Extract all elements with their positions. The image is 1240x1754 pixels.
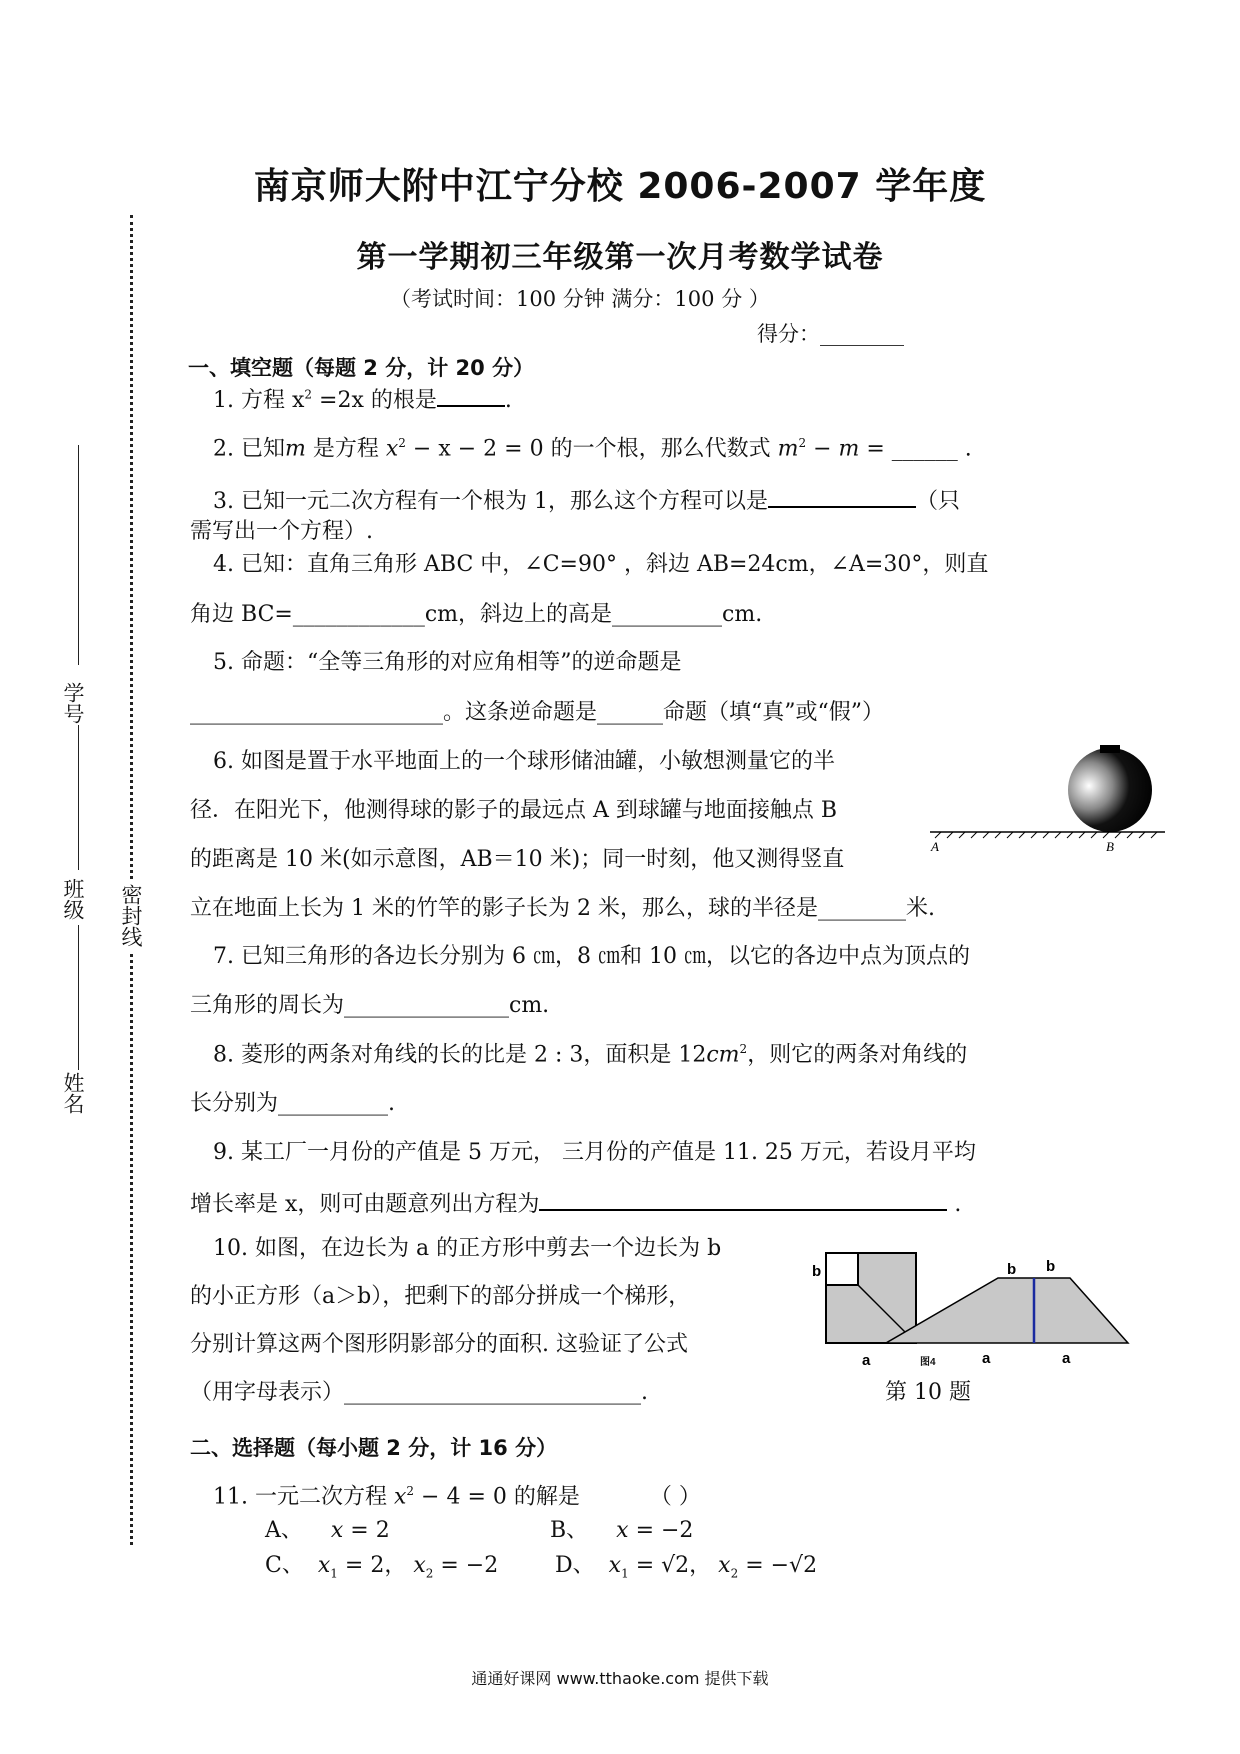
class-label: 班级 <box>61 878 85 920</box>
question-7-line2: 三角形的周长为_______________cm. <box>190 993 550 1018</box>
name-label: 姓名 <box>61 1072 85 1114</box>
option-d: D、 $x_1 = √2$， $x_2 = -√2$ <box>555 1553 818 1581</box>
answer-blank <box>437 385 505 407</box>
question-3-line1: 3. 已知一元二次方程有一个根为 1，那么这个方程可以是 （只 <box>213 486 960 515</box>
question-2: 2. 已知m 是方程 $x^2 - x - 2 = 0$ 的一个根，那么代数式 $m^2 - m$ = ______ . <box>213 436 972 462</box>
name-underline <box>78 925 79 1070</box>
cut-small-square <box>826 1253 858 1285</box>
svg-text:a: a <box>1062 1350 1071 1367</box>
svg-text:b: b <box>812 1263 822 1280</box>
tank-sphere <box>1068 748 1152 832</box>
question-4-line1: 4. 已知：直角三角形 ABC 中，∠C=90° ，斜边 AB=24cm，∠A=30°，则直 <box>213 552 989 577</box>
option-a: A、 x = 2 <box>265 1518 390 1543</box>
question-4-line2: 角边 BC=____________cm，斜边上的高是__________cm. <box>190 602 763 627</box>
question-3-line2: 需写出一个方程）. <box>190 519 373 544</box>
figure-10-caption: 第 10 题 <box>885 1380 971 1405</box>
footer-source: 通通好课网 www.tthaoke.com 提供下载 <box>471 1669 769 1688</box>
class-underline-top <box>78 725 79 870</box>
question-8-line1: 8. 菱形的两条对角线的长的比是 2 : 3，面积是 $12cm^2$，则它的两条对角线的 <box>213 1042 968 1068</box>
id-underline <box>78 445 79 665</box>
exam-title-line1: 南京师大附中江宁分校 2006-2007 学年度 <box>253 166 987 207</box>
tank-cap <box>1100 745 1120 753</box>
section2-heading: 二、选择题（每小题 2 分，计 16 分） <box>190 1436 558 1460</box>
svg-text:a: a <box>862 1352 871 1369</box>
question-5-line1: 5. 命题：“全等三角形的对应角相等”的逆命题是 <box>213 650 682 675</box>
figure-4-label: 图4 <box>920 1357 936 1368</box>
question-10-line3: 分别计算这两个图形阴影部分的面积. 这验证了公式 <box>190 1332 688 1357</box>
question-9-line2: 增长率是 x，则可由题意列出方程为 . <box>190 1189 961 1218</box>
trapezoid <box>886 1278 1128 1343</box>
option-b: B、 x = −2 <box>550 1518 694 1543</box>
svg-text:b: b <box>1007 1261 1017 1278</box>
id-label: 学号 <box>61 682 85 724</box>
exam-time-info: （考试时间：100 分钟 满分：100 分 ） <box>390 287 770 311</box>
label-a: A <box>931 839 939 854</box>
question-6-line3: 的距离是 10 米(如示意图，AB＝10 米)；同一时刻，他又测得竖直 <box>190 847 845 872</box>
ground-hatch <box>935 832 1157 838</box>
question-10-line2: 的小正方形（a＞b），把剩下的部分拼成一个梯形， <box>190 1284 691 1309</box>
seal-line-label: 密封线 <box>116 880 146 951</box>
question-1: 1. 方程 $x^2 =2x$ 的根是 . <box>213 385 512 414</box>
option-c: C、 $x_1 = 2$， $x_2 = -2$ <box>265 1553 499 1581</box>
score-field: 得分：________ <box>757 322 904 346</box>
question-5-line2: _______________________。这条逆命题是______命题（填“真”或“假”） <box>190 700 884 725</box>
answer-blank <box>539 1189 947 1211</box>
question-8-line2: 长分别为__________. <box>190 1091 395 1116</box>
oil-tank-figure <box>925 745 1170 855</box>
svg-text:b: b <box>1046 1258 1056 1275</box>
question-6-line1: 6. 如图是置于水平地面上的一个球形储油罐，小敏想测量它的半 <box>213 749 835 774</box>
question-10-line1: 10. 如图，在边长为 a 的正方形中剪去一个边长为 b <box>213 1236 722 1261</box>
exam-title-line2: 第一学期初三年级第一次月考数学试卷 <box>356 240 884 275</box>
svg-text:a: a <box>982 1350 991 1367</box>
question-6-line2: 径．在阳光下，他测得球的影子的最远点 A 到球罐与地面接触点 B <box>190 798 838 823</box>
question-7-line1: 7. 已知三角形的各边长分别为 6 ㎝，8 ㎝和 10 ㎝，以它的各边中点为顶点的 <box>213 944 970 969</box>
question-11: 11. 一元二次方程 $x^2 - 4 = 0$ 的解是 （ ） <box>213 1484 701 1510</box>
section1-heading: 一、填空题（每题 2 分，计 20 分） <box>188 356 535 380</box>
question-9-line1: 9. 某工厂一月份的产值是 5 万元， 三月份的产值是 11. 25 万元，若设月平均 <box>213 1140 976 1165</box>
question-6-line4: 立在地面上长为 1 米的竹竿的影子长为 2 米，那么，球的半径是________米. <box>190 896 935 921</box>
question-10-line4: （用字母表示）___________________________. <box>190 1380 648 1405</box>
label-b: B <box>1106 839 1114 854</box>
answer-blank <box>768 486 916 508</box>
